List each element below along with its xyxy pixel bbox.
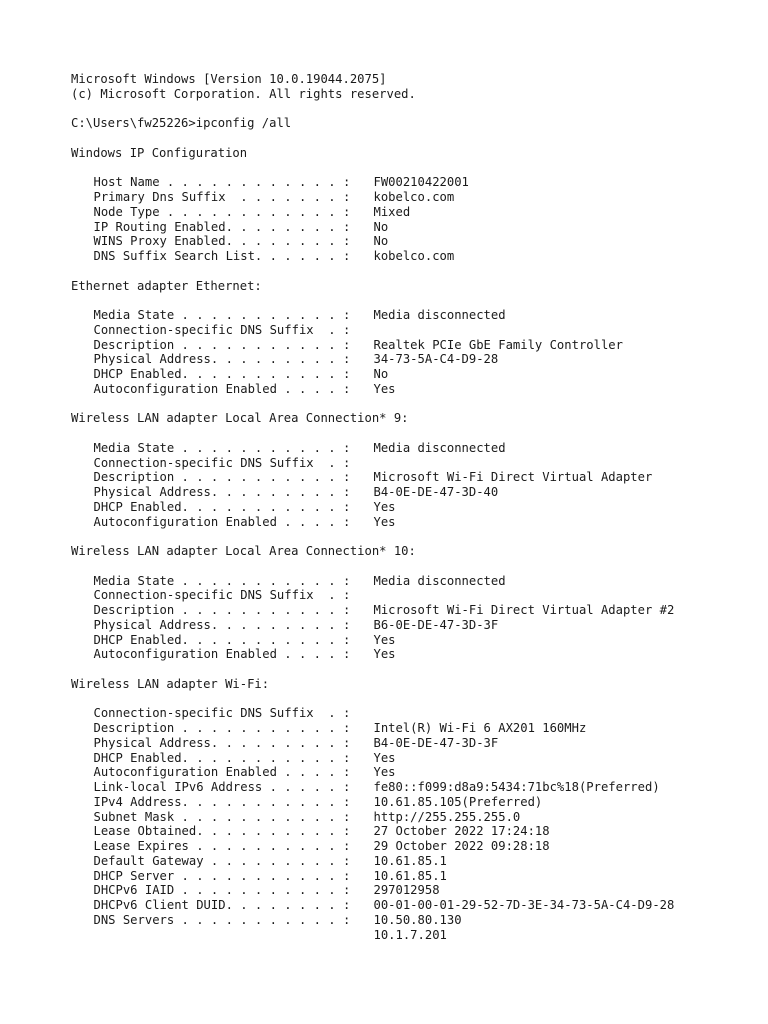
config-key: Physical Address. . . . . . . . . : [93, 485, 351, 499]
config-row [71, 249, 751, 264]
config-key: WINS Proxy Enabled. . . . . . . . : [93, 234, 351, 249]
section-wifi [71, 662, 751, 942]
blank-line [71, 397, 751, 412]
blank-line [71, 692, 751, 707]
config-key: IP Routing Enabled. . . . . . . . : [93, 219, 351, 234]
config-value: Media disconnected [373, 440, 506, 455]
blank-line [71, 102, 751, 117]
config-value: Yes [373, 750, 396, 765]
config-row [71, 839, 751, 854]
config-row [71, 603, 751, 618]
config-row [71, 190, 751, 205]
config-value: fe80::f099:d8a9:5434:71bc%18(Preferred) [373, 780, 660, 794]
config-row [71, 338, 751, 353]
config-row [71, 175, 751, 190]
config-row [71, 323, 751, 338]
config-value: 27 October 2022 17:24:18 [373, 824, 550, 839]
config-row [71, 470, 751, 485]
config-key: Description . . . . . . . . . . . : [93, 721, 351, 735]
config-row [71, 205, 751, 220]
config-key: Media State . . . . . . . . . . . : [93, 308, 351, 322]
version-line: Microsoft Windows [Version 10.0.19044.2075] [71, 72, 387, 86]
console-output [71, 72, 751, 942]
config-value: B6-0E-DE-47-3D-3F [373, 617, 499, 632]
config-value: B4-0E-DE-47-3D-3F [373, 735, 499, 750]
config-value: Yes [373, 765, 396, 780]
section-heading: Wireless LAN adapter Wi-Fi: [71, 676, 270, 691]
config-key: Lease Obtained. . . . . . . . . . : [93, 824, 351, 839]
config-row [71, 485, 751, 500]
config-key: DHCP Enabled. . . . . . . . . . . : [93, 499, 351, 514]
config-row [71, 721, 751, 736]
config-row [71, 367, 751, 382]
config-row [71, 515, 751, 530]
config-value: Microsoft Wi-Fi Direct Virtual Adapter [373, 470, 653, 485]
config-row [71, 220, 751, 235]
config-key: Physical Address. . . . . . . . . : [93, 617, 351, 632]
config-row [71, 751, 751, 766]
section-heading: Ethernet adapter Ethernet: [71, 278, 262, 293]
config-row [71, 765, 751, 780]
config-value: http://255.255.255.0 [373, 809, 521, 824]
config-value: Yes [373, 647, 396, 662]
config-key: DHCP Enabled. . . . . . . . . . . : [93, 750, 351, 765]
config-key: Default Gateway . . . . . . . . . : [93, 853, 351, 868]
config-row [71, 810, 751, 825]
config-row [71, 456, 751, 471]
config-value: kobelco.com [373, 249, 455, 263]
config-row [71, 574, 751, 589]
config-row [71, 234, 751, 249]
config-key: Connection-specific DNS Suffix . : [93, 706, 351, 721]
section-windows-ip [71, 131, 751, 264]
config-value: No [373, 367, 389, 381]
config-row [71, 913, 751, 928]
config-key: Autoconfiguration Enabled . . . . : [93, 514, 351, 529]
config-value: Media disconnected [373, 573, 506, 588]
config-row [71, 441, 751, 456]
config-row [71, 883, 751, 898]
config-key: Media State . . . . . . . . . . . : [93, 440, 351, 455]
section-lan10 [71, 529, 751, 662]
config-row [71, 869, 751, 884]
config-value: FW00210422001 [373, 175, 469, 190]
section-heading: Wireless LAN adapter Local Area Connection* 9: [71, 411, 409, 426]
config-row [71, 633, 751, 648]
section-ethernet [71, 264, 751, 397]
section-heading: Wireless LAN adapter Local Area Connection* 10: [71, 544, 416, 558]
config-value: kobelco.com [373, 190, 455, 204]
config-row [71, 352, 751, 367]
config-value: 29 October 2022 09:28:18 [373, 839, 550, 853]
blank-line [71, 293, 751, 308]
config-row [71, 618, 751, 633]
config-key: Link-local IPv6 Address . . . . . : [93, 780, 351, 794]
config-key: Physical Address. . . . . . . . . : [93, 735, 351, 750]
config-key: DHCPv6 IAID . . . . . . . . . . . : [93, 883, 351, 898]
config-value: Yes [373, 514, 396, 529]
config-key: Primary Dns Suffix . . . . . . . : [93, 190, 351, 204]
config-key: IPv4 Address. . . . . . . . . . . : [93, 794, 351, 809]
config-key: Media State . . . . . . . . . . . : [93, 573, 351, 588]
config-value: No [373, 234, 389, 249]
config-key: Autoconfiguration Enabled . . . . : [93, 647, 351, 662]
config-row [71, 382, 751, 397]
config-value: Intel(R) Wi-Fi 6 AX201 160MHz [373, 721, 587, 735]
config-row [71, 854, 751, 869]
config-row [71, 308, 751, 323]
config-row [71, 795, 751, 810]
config-value: 10.61.85.105(Preferred) [373, 794, 543, 809]
config-key: DHCP Enabled. . . . . . . . . . . : [93, 632, 351, 647]
config-key: Connection-specific DNS Suffix . : [93, 588, 351, 603]
config-value: 10.1.7.201 [373, 927, 447, 942]
config-key: Physical Address. . . . . . . . . : [93, 352, 351, 367]
config-key: DHCPv6 Client DUID. . . . . . . . : [93, 898, 351, 912]
config-value: Media disconnected [373, 308, 506, 322]
config-key: Subnet Mask . . . . . . . . . . . : [93, 809, 351, 824]
config-value: 10.61.85.1 [373, 853, 447, 868]
config-row [71, 824, 751, 839]
config-key: Lease Expires . . . . . . . . . . : [93, 839, 351, 853]
blank-line [71, 529, 751, 544]
copyright-line: (c) Microsoft Corporation. All rights reserved. [71, 86, 416, 101]
config-row [71, 928, 751, 943]
config-row [71, 736, 751, 751]
config-value: 297012958 [373, 883, 440, 898]
config-value: Yes [373, 632, 396, 647]
config-key: Description . . . . . . . . . . . : [93, 603, 351, 617]
config-key: Host Name . . . . . . . . . . . . : [93, 175, 351, 190]
config-key: Description . . . . . . . . . . . : [93, 337, 351, 352]
config-value: Mixed [373, 204, 411, 219]
config-value: No [373, 219, 389, 234]
config-key: Connection-specific DNS Suffix . : [93, 455, 351, 470]
config-key: Connection-specific DNS Suffix . : [93, 322, 351, 337]
config-row [71, 647, 751, 662]
config-key: Autoconfiguration Enabled . . . . : [93, 765, 351, 780]
config-row [71, 588, 751, 603]
section-heading: Windows IP Configuration [71, 145, 248, 160]
config-value: B4-0E-DE-47-3D-40 [373, 485, 499, 499]
config-value: Yes [373, 381, 396, 396]
config-value: 00-01-00-01-29-52-7D-3E-34-73-5A-C4-D9-28 [373, 898, 675, 912]
section-lan9 [71, 397, 751, 530]
config-key: Autoconfiguration Enabled . . . . : [93, 381, 351, 396]
config-value: Microsoft Wi-Fi Direct Virtual Adapter #2 [373, 603, 675, 617]
blank-line [71, 426, 751, 441]
config-key: DHCP Enabled. . . . . . . . . . . : [93, 367, 351, 381]
config-value: Yes [373, 499, 396, 514]
blank-line [71, 559, 751, 574]
blank-line [71, 662, 751, 677]
config-key: DNS Servers . . . . . . . . . . . : [93, 912, 351, 927]
config-value: Realtek PCIe GbE Family Controller [373, 337, 623, 352]
blank-line [71, 161, 751, 176]
config-key: Node Type . . . . . . . . . . . . : [93, 204, 351, 219]
config-value: 34-73-5A-C4-D9-28 [373, 352, 499, 367]
config-row [71, 780, 751, 795]
command-line[interactable]: C:\Users\fw25226>ipconfig /all [71, 116, 292, 131]
config-value: 10.50.80.130 [373, 912, 462, 927]
blank-line [71, 264, 751, 279]
config-key: DNS Suffix Search List. . . . . . : [93, 249, 351, 263]
config-key: DHCP Server . . . . . . . . . . . : [93, 868, 351, 883]
config-row [71, 898, 751, 913]
config-key [71, 928, 374, 943]
config-value: 10.61.85.1 [373, 868, 447, 883]
config-key: Description . . . . . . . . . . . : [93, 470, 351, 485]
blank-line [71, 131, 751, 146]
config-row [71, 706, 751, 721]
config-row [71, 500, 751, 515]
